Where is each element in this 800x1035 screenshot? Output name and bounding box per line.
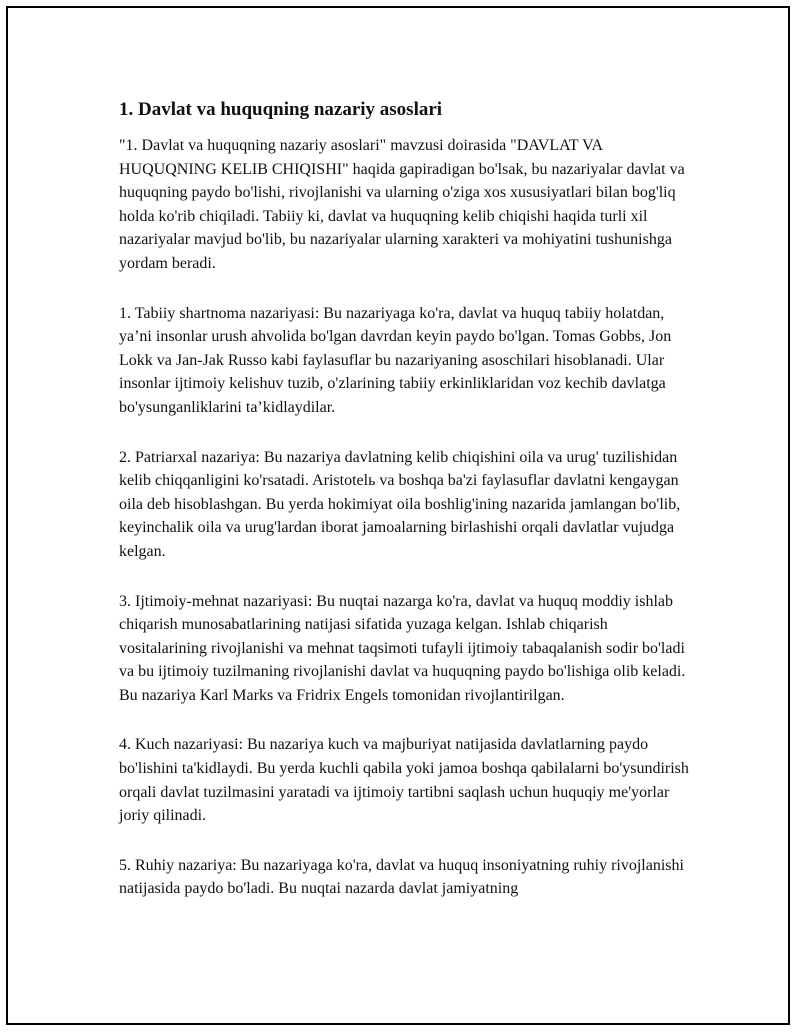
paragraph-intro: "1. Davlat va huquqning nazariy asoslari" mavzusi doirasida "DAVLAT VA HUQUQNING KELIB CHIQISHI" haqida gapiradigan bo'lsak, bu nazariyalar davlat va huquqning paydo bo'lishi, rivojlanishi va ularning o'ziga xos xususiyatlari bilan bog'liq holda ko'rib chiqiladi. Tabiiy ki, davlat va huquqning kelib chiqishi haqida turli xil nazariyalar mavjud bo'lib, bu nazariyalar ularning xarakteri va mohiyatini tushunishga yordam beradi. <box>119 137 685 272</box>
paragraph-force-theory: 4. Kuch nazariyasi: Bu nazariya kuch va majburiyat natijasida davlatlarning paydo bo'lishini ta'kidlaydi. Bu yerda kuchli qabila yoki jamoa boshqa qabilalarni bo'ysundirish orqali davlat tuzilmasini yaratadi va ijtimoiy tartibni saqlash uchun huquqiy me'yorlar joriy qilinadi. <box>119 736 689 825</box>
paragraph-social-labor-theory: 3. Ijtimoiy-mehnat nazariyasi: Bu nuqtai nazarga ko'ra, davlat va huquq moddiy ishlab chiqarish munosabatlarining natijasi sifatida yuzaga kelgan. Ishlab chiqarish vositalarining rivojlanishi va mehnat taqsimoti tufayli ijtimoiy tabaqalanish sodir bo'ladi va bu ijtimoiy tuzilmaning rivojlanishi davlat va huquqning paydo bo'lishiga olib keladi. Bu nazariya Karl Marks va Fridrix Engels tomonidan rivojlantirilgan. <box>119 592 686 704</box>
document-title: 1. Davlat va huquqning nazariy asoslari <box>119 99 443 120</box>
document-content <box>119 96 691 927</box>
paragraph-psychological-theory: 5. Ruhiy nazariya: Bu nazariyaga ko'ra, davlat va huquq insoniyatning ruhiy rivojlanishi natijasida paydo bo'ladi. Bu nuqtai nazarda davlat jamiyatning <box>119 856 684 898</box>
document-page <box>6 6 790 1025</box>
paragraph-natural-contract-theory: 1. Tabiiy shartnoma nazariyasi: Bu nazariyaga ko'ra, davlat va huquq tabiiy holatdan, ya’ni insonlar urush ahvolida bo'lgan davrdan keyin paydo bo'lgan. Tomas Gobbs, Jon Lokk va Jan-Jak Russo kabi faylasuflar bu nazariyaning asoschilari hisoblanadi. Ular insonlar ijtimoiy kelishuv tuzib, o'zlarining tabiiy erkinliklaridan voz kechib davlatga bo'ysunganliklarini ta’kidlaydilar. <box>119 304 672 416</box>
paragraph-patriarchal-theory: 2. Patriarxal nazariya: Bu nazariya davlatning kelib chiqishini oila va urug' tuzilishidan kelib chiqqanligini ko'rsatadi. Aristotelь va boshqa ba'zi faylasuflar davlatni kengaygan oila deb hisoblashgan. Bu yerda hokimiyat oila boshlig'ining nazarida jamlangan bo'lib, keyinchalik oila va urug'lardan iborat jamoalarning birlashishi orqali davlatlar vujudga kelgan. <box>119 448 681 560</box>
